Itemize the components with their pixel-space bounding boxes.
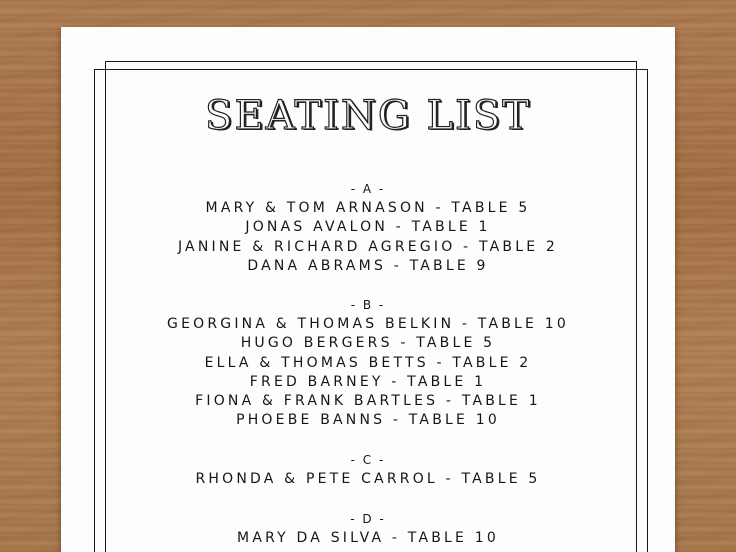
section-letter: - C -: [350, 453, 386, 467]
section-letter: - D -: [350, 512, 386, 526]
guest-entry: HUGO BERGERS - TABLE 5: [240, 335, 496, 352]
guest-entry: FRED BARNEY - TABLE 1: [249, 373, 487, 390]
guest-entry: MARY & TOM ARNASON - TABLE 5: [205, 200, 531, 216]
guest-entry: GEORGINA & THOMAS BELKIN - TABLE 10: [167, 316, 569, 332]
section-letter: - A -: [350, 182, 386, 196]
guest-entry: RHONDA & PETE CARROL - TABLE 5: [195, 471, 541, 487]
guest-entry: PHOEBE BANNS - TABLE 10: [236, 412, 500, 429]
seating-list-card: [61, 27, 675, 552]
section-b: [61, 296, 675, 431]
section-d: [61, 510, 675, 548]
section-letter: - B -: [350, 298, 386, 312]
guest-entry: ELLA & THOMAS BETTS - TABLE 2: [204, 354, 532, 371]
section-a: [61, 180, 675, 276]
seating-list-title: SEATING LIST: [205, 93, 531, 139]
guest-entry: JANINE & RICHARD AGREGIO - TABLE 2: [177, 238, 559, 255]
guest-entry: JONAS AVALON - TABLE 1: [245, 219, 491, 236]
guest-entry: FIONA & FRANK BARTLES - TABLE 1: [195, 393, 541, 410]
section-c: [61, 451, 675, 489]
guest-entry: DANA ABRAMS - TABLE 9: [247, 257, 489, 274]
guest-entry: MARY DA SILVA - TABLE 10: [237, 530, 499, 546]
